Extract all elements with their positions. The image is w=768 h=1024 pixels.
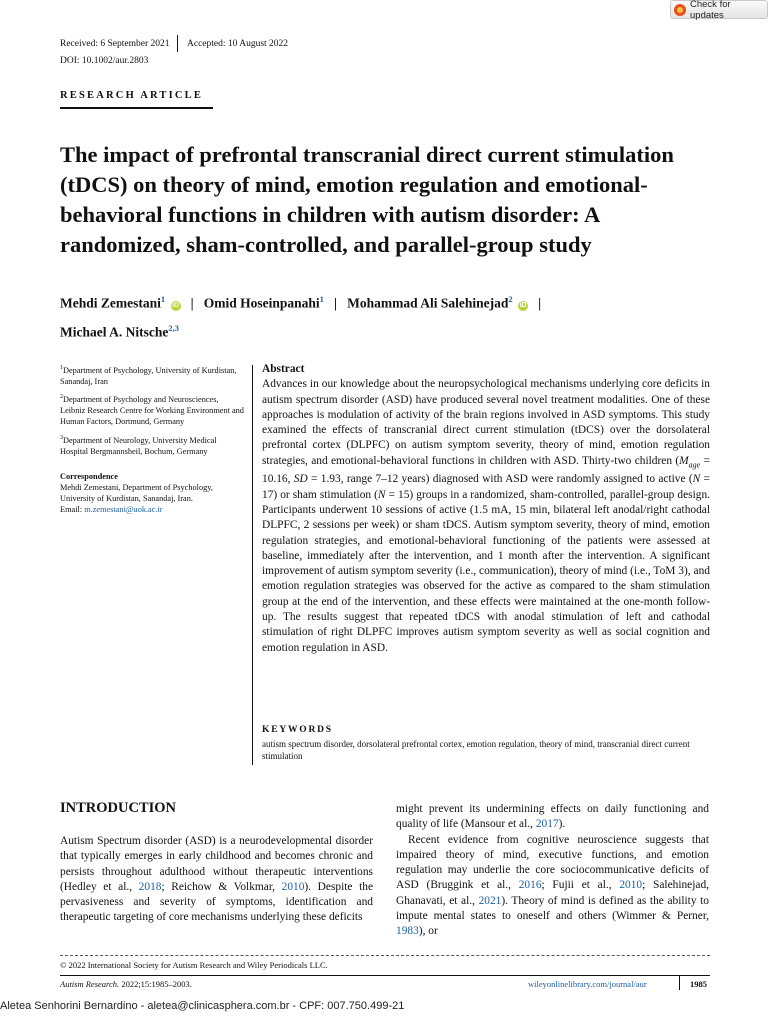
doi: DOI: 10.1002/aur.2803 (60, 56, 149, 66)
citation-link[interactable]: 2021 (478, 894, 502, 907)
author-name: Mehdi Zemestani (60, 295, 161, 311)
author-separator: | (190, 295, 194, 311)
abstract: Abstract Advances in our knowledge about the neuropsychological mechanisms underlying core deficits in autism spectrum disorder (ASD) have produced several novel treatment modalities. One of these approaches is modulation of activity of the brain regions involved in ASD symptoms. This study examined the effects of transcranial direct current stimulation (tDCS) over the dorsolateral prefrontal cortex (DLPFC) on autism symptom severity, theory of mind, emotion regulation strategies, and emotional-behavioral functions in children with ASD. Thirty-two children ($M_{age} = 10.16$, SD = 1.93, range 7–12 years) diagnosed with ASD were randomly assigned to active (N = 17) or sham stimulation (N = 15) groups in a randomized, sham-controlled, parallel-group design. Participants underwent 10 sessions of active (1.5 mA, 15 min, bilateral left anodal/right cathodal DLPFC, 2 sessions per week) or sham tDCS. Autism symptom severity, theory of mind, emotion regulation strategies, and emotional-behavioral functioning of the patients were assessed at baseline, immediately after the intervention, and 1 month after the intervention. A significant improvement of autism symptom severity (i.e., communication), theory of mind (i.e., ToM 3), and emotion regulation strategies was observed for the active as compared to the sham stimulation group at the end of the intervention, and these effects were maintained at the one-month follow-up. The results suggest that repeated tDCS with anodal stimulation of left and cathodal stimulation of right DLPFC improves autism symptom severity as well as social cognition and emotion regulation in ASD. (262, 363, 710, 654)
affiliation-2: $^2$Department of Psychology and Neurosciences, Leibniz Research Centre for Working Environment and Human Factors, Dortmund, Germany (60, 394, 244, 427)
article-type-label: RESEARCH ARTICLE (60, 90, 204, 101)
citation-link[interactable]: 2010 (619, 879, 643, 892)
download-watermark: Aletea Senhorini Bernardino - aletea@clinicasphera.com.br - CPF: 007.750.499-21 (0, 1000, 405, 1012)
copyright: © 2022 International Society for Autism Research and Wiley Periodicals LLC. (60, 960, 328, 970)
article-title: The impact of prefrontal transcranial direct current stimulation (tDCS) on theory of mind, emotion regulation and emotional-behavioral functions in children with autism disorder: A randomized, sham-controlled, and parallel-group study (60, 142, 674, 257)
citation-link[interactable]: 2017 (535, 818, 559, 831)
affiliation-3: $^3$Department of Neurology, University Medical Hospital Bergmannsheil, Bochum, Germany (60, 434, 217, 456)
author-separator: | (334, 295, 338, 311)
abstract-divider (252, 365, 253, 765)
citation-link[interactable]: 1983 (396, 925, 419, 938)
author-affil-sup: 2,3 (168, 322, 179, 333)
correspondence-text: Mehdi Zemestani, Department of Psychology, University of Kurdistan, Sanandaj, Iran. Email: m.zemestani@uok.ac.ir (60, 482, 213, 515)
accepted-date: Accepted: 10 August 2022 (187, 39, 289, 49)
author-affil-sup: 1 (160, 294, 166, 304)
author-affil-sup: 2 (508, 294, 513, 304)
received-date: Received: 6 September 2021 (60, 39, 170, 49)
citation-link[interactable]: 2016 (518, 879, 542, 892)
journal-url-link[interactable]: wileyonlinelibrary.com/journal/aur (528, 979, 647, 989)
orcid-icon[interactable]: iD (172, 301, 179, 309)
citation-link[interactable]: 2018 (138, 880, 162, 893)
section-heading-introduction: INTRODUCTION (60, 800, 177, 816)
author-name: Michael A. Nitsche (60, 324, 169, 339)
author-affil-sup: 1 (319, 294, 324, 304)
journal-citation: Autism Research. 2022;15:1985–2003. (60, 979, 192, 989)
crossmark-icon (674, 4, 686, 16)
affiliations (60, 363, 245, 516)
page-number: 1985 (690, 979, 707, 989)
correspondence-label: Correspondence (60, 471, 118, 481)
check-for-updates-label: Check for updates (690, 0, 731, 21)
orcid-icon[interactable]: iD (519, 301, 527, 309)
keywords-label: KEYWORDS (262, 725, 333, 735)
page-number-divider (679, 976, 680, 990)
keywords: autism spectrum disorder, dorsolateral prefrontal cortex, emotion regulation, theory of mind, transcranial direct current stimulation (262, 739, 690, 761)
intro-left-column: Autism Spectrum disorder (ASD) is a neurodevelopmental disorder that typically emerges in early childhood and becomes chronic and persists throughout adulthood without therapeutic interventions (Hedley et al., 2018; Reichow & Volkmar, 2010). Despite the pervasiveness and severity of symptoms, identification and therapeutic targeting of core mechanisms underlying these deficits (60, 835, 373, 924)
affiliation-1: $^1$Department of Psychology, University of Kurdistan, Sanandaj, Iran (60, 365, 237, 386)
intro-right-column: might prevent its undermining effects on daily functioning and quality of life (Mansour et al., 2017). Recent evidence from cognitive neuroscience suggests that impaired theory of mind, executive functions, and emotion regulation may underlie the core sociocommunicative deficits of ASD (Bruggink et al., 2016; Fujii et al., 2010; Salehinejad, Ghanavati, et al., 2021). Theory of mind is defined as the ability to impute mental states to oneself and others (Wimmer & Perner, 1983), or (396, 803, 710, 938)
meta-divider (177, 35, 178, 52)
footer-rule (60, 975, 710, 976)
author-list (60, 287, 710, 344)
email-link[interactable]: m.zemestani@uok.ac.ir (84, 505, 163, 515)
check-for-updates-button[interactable] (670, 0, 768, 19)
article-type-underline (60, 107, 213, 109)
footer-divider (60, 955, 710, 956)
author-name: Mohammad Ali Salehinejad (347, 295, 509, 311)
abstract-heading: Abstract (262, 363, 305, 375)
author-separator: | (538, 295, 542, 311)
citation-link[interactable]: 2010 (281, 880, 305, 893)
author-name: Omid Hoseinpanahi (203, 295, 320, 311)
